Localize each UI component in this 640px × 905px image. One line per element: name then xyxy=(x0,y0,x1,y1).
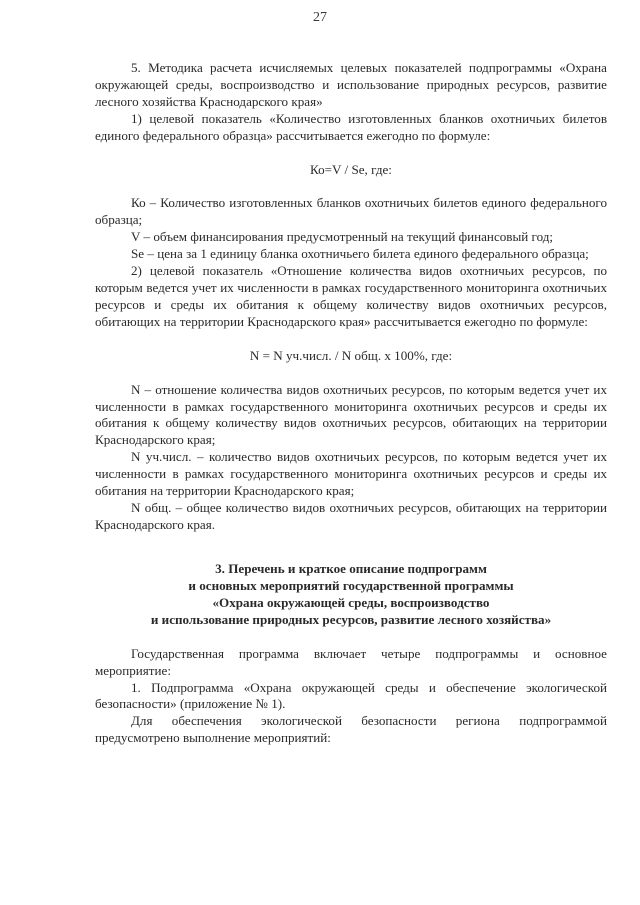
heading-line: 3. Перечень и краткое описание подпрограмм xyxy=(215,560,487,576)
definition-se: Se – цена за 1 единицу бланка охотничьего билета единого федерального образца; xyxy=(131,246,589,262)
section3-para3: Для обеспечения экологической безопасности региона подпрограммой предусмотрено выполнение мероприятий: xyxy=(95,713,607,746)
definition-n: N – отношение количества видов охотничьих ресурсов, по которым ведется учет их численности в рамках государственного мониторинга охотничьих ресурсов и среды их обитания к общему количеству видов охотничьих ресурсов, обитающих на территории Краснодарского края; xyxy=(95,381,607,448)
heading-line: «Охрана окружающей среды, воспроизводство xyxy=(212,594,490,610)
formula-ko: Ко=V / Se, где: xyxy=(310,161,392,177)
definition-ko: Ко – Количество изготовленных бланков охотничьих билетов единого федерального образца; xyxy=(95,195,607,228)
indicator2-text: 2) целевой показатель «Отношение количества видов охотничьих ресурсов, по которым ведется учет их численности в рамках государственного мониторинга охотничьих ресурсов и среды их обитания к общему количеству видов охотничьих ресурсов, обитающих на территории Краснодарского края» рассчитывается ежегодно по формуле: xyxy=(95,263,607,329)
heading-line: и основных мероприятий государственной программы xyxy=(188,577,514,593)
definition-n-uch: N уч.числ. – количество видов охотничьих ресурсов, по которым ведется учет их численности в рамках государственного мониторинга охотничьих ресурсов и среды их обитания на территории Краснодарского края; xyxy=(95,449,607,499)
page-number: 27 xyxy=(313,10,327,25)
document-body xyxy=(95,60,607,747)
definition-v: V – объем финансирования предусмотренный на текущий финансовый год; xyxy=(131,229,554,245)
heading-line: и использование природных ресурсов, развитие лесного хозяйства» xyxy=(150,611,552,627)
definition-n-obsh: N общ. – общее количество видов охотничьих ресурсов, обитающих на территории Краснодарского края. xyxy=(95,499,607,532)
section5-intro: 5. Методика расчета исчисляемых целевых показателей подпрограммы «Охрана окружающей среды, воспроизводство и использование природных ресурсов, развитие лесного хозяйства Краснодарского края» xyxy=(95,60,607,109)
section3-para2: 1. Подпрограмма «Охрана окружающей среды и обеспечение экологической безопасности» (приложение № 1). xyxy=(95,679,607,712)
indicator1-text: 1) целевой показатель «Количество изготовленных бланков охотничьих билетов единого федерального образца» рассчитывается ежегодно по формуле: xyxy=(95,110,607,143)
section3-heading xyxy=(95,560,607,628)
formula-n: N = N уч.числ. / N общ. х 100%, где: xyxy=(249,347,453,363)
section3-para1: Государственная программа включает четыре подпрограммы и основное мероприятие: xyxy=(95,645,607,678)
